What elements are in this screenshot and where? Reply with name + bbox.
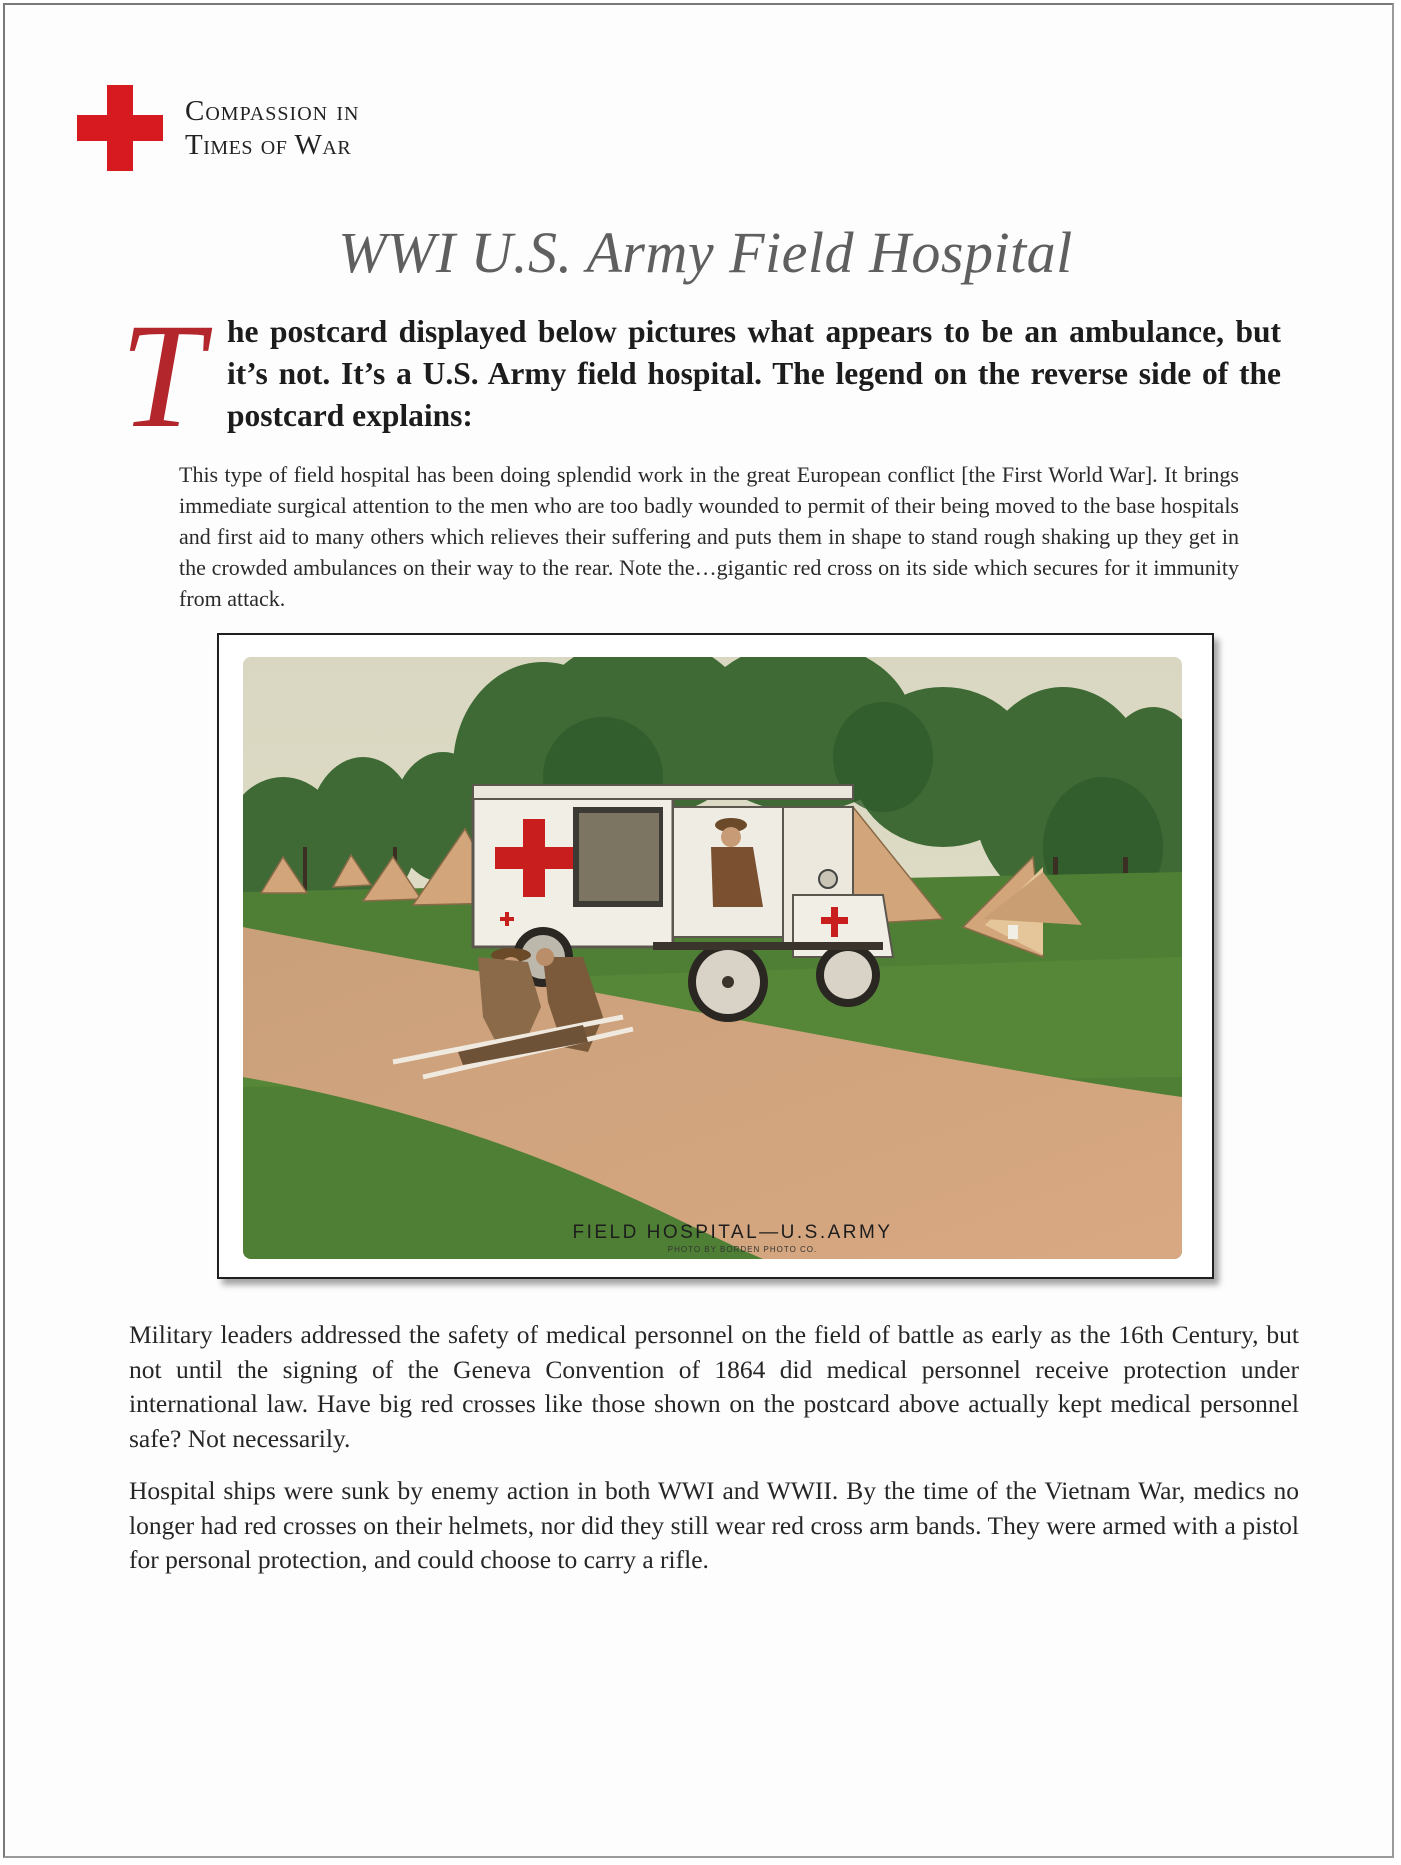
body-paragraph-2: Hospital ships were sunk by enemy action in both WWI and WWII. By the time of the Vietnam War, medics no longer had red crosses on their helmets, nor did they still wear red cross arm bands. They were armed with a pistol for personal protection, and could choose to carry a rifle. — [129, 1476, 1299, 1574]
postcard-frame — [217, 633, 1214, 1279]
page-title: WWI U.S. Army Field Hospital — [338, 220, 1073, 285]
header — [77, 85, 359, 171]
body-paragraph-1: Military leaders addressed the safety of medical personnel on the field of battle as early as the 16th Century, but not until the signing of the Geneva Convention of 1864 did medical personnel receive protection under international law. Have big red crosses like those shown on the postcard above actually kept medical personnel safe? Not necessarily. — [129, 1320, 1299, 1453]
postcard-image — [243, 657, 1182, 1259]
lead-paragraph: he postcard displayed below pictures what appears to be an ambulance, but it’s not. It’s a U.S. Army field hospital. The legend on the reverse side of the postcard explains: — [227, 314, 1281, 433]
postcard-credit: PHOTO BY BORDEN PHOTO CO. — [667, 1245, 818, 1254]
red-cross-icon — [77, 85, 163, 171]
drop-cap: T — [120, 293, 204, 459]
page — [3, 3, 1394, 1858]
postcard-caption: FIELD HOSPITAL—U.S.ARMY — [572, 1222, 893, 1243]
postcard-legend-quote: This type of field hospital has been doing splendid work in the great European conflict [the First World War]. It brings immediate surgical attention to the men who are too badly wounded to permit of their being moved to the base hospitals and first aid to many others which relieves their suffering and puts them in shape to stand rough shaking up they get in the crowded ambulances on their way to the rear. Note the…gigantic red cross on its side which secures for it immunity from attack. — [179, 462, 1239, 611]
org-name-line1: Compassion in — [185, 95, 360, 127]
org-name-line2: Times of War — [185, 129, 352, 161]
org-name — [185, 94, 359, 162]
